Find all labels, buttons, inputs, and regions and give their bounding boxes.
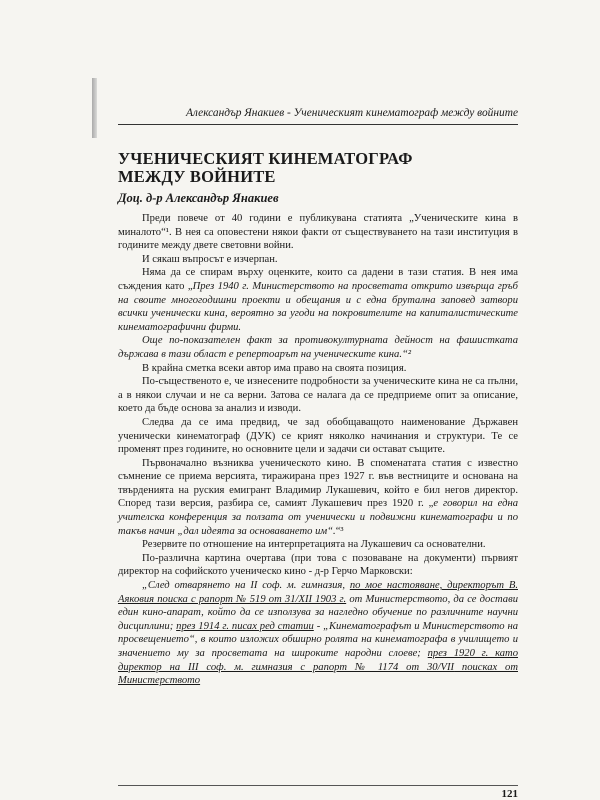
paragraph: Следва да се има предвид, че зад обобщаващото наименование Държавен ученически кинематограф (ДУК) се крият няколко начинания и структури. Те се променят през годините, но основните цели и задачи си остават същите. — [118, 416, 518, 456]
title-line-2: МЕЖДУ ВОЙНИТЕ — [118, 167, 276, 186]
paragraph: По-същественото е, че изнесените подробности за ученическите кина не са пълни, а в някои случаи и не са верни. Затова се налага да се предприеме опит за описание, което да бъде основа за анализ и изводи. — [118, 376, 518, 415]
binding-shadow — [92, 78, 97, 138]
title-line-1: УЧЕНИЧЕСКИЯТ КИНЕМАТОГРАФ — [118, 149, 413, 168]
running-head: Александър Янакиев - Ученическият кинематограф между войните — [185, 107, 518, 119]
paragraph: По-различна картина очертава (при това с позоваване на документи) първият директор на софийското ученическо кино - д-р Герчо Марковски: — [118, 552, 518, 578]
author-line: Доц. д-р Александър Янакиев — [118, 191, 279, 205]
paragraph: Първоначално възниква ученическото кино. В споменатата статия с известно съмнение се приема версията, тиражирана през 1927 г. във вестниците и основана на твърденията на руския емигрант Владимир Лукашевич, който е бил негов директор. Според тази версия, разбира се, самият Лукашевич през 1920 г. „е говорил на една учителска конференция за ползата от ученически и подвижни кинематографи и по такъв начин „дал идеята за основаването им“.“³ — [118, 457, 518, 537]
paragraph: Още по-показателен факт за противокултурната дейност на фашистката държава в тази област е репертоарът на ученическите кина.“² — [118, 335, 518, 360]
paragraph: Резервите по отношение на интерпретацията на Лукашевич са основателни. — [142, 539, 486, 551]
paragraph: И сякаш въпросът е изчерпан. — [142, 253, 278, 265]
quotation: „След отварянето на II соф. м. гимназия, по мое настояване, директорът В. Аяковия поиска с рапорт № 519 от 31/XII 1903 г. от Министерството, да се достави един кино-апарат, който да се използува за нагледно обучение по различните научни дисциплини; през 1914 г. писах ред статии - „Кинематографът и Министерството на просвещението“, в които изложих обширно ролята на кинематографа в училището и значението му за просветата на широките народни слоеве; през 1920 г. като директор на III соф. м. гимназия с рапорт № 1174 от 30/VII поисках от Министерството — [118, 580, 519, 687]
paragraph: Преди повече от 40 години е публикувана статията „Ученическите кина в миналото“¹. В нея са оповестени някои факти от съществуването на тази институция в годините между двете световни войни. — [118, 213, 518, 252]
paragraph: Няма да се спирам върху оценките, които са дадени в тази статия. В нея има съждения като „През 1940 г. Министерството на просветата открито извърща гръб на своите многогодишни проекти и обещания и с една брутална заповед затвори всички ученически кина, вероятно за угоди на покровителите на капиталистическите кинематографични фирми. — [118, 267, 518, 333]
header-rule — [118, 124, 518, 125]
page-number: 121 — [501, 788, 518, 800]
article-body — [118, 212, 518, 688]
footer-rule — [118, 785, 518, 786]
paragraph: В крайна сметка всеки автор има право на своята позиция. — [142, 362, 407, 374]
article-title — [118, 150, 518, 186]
